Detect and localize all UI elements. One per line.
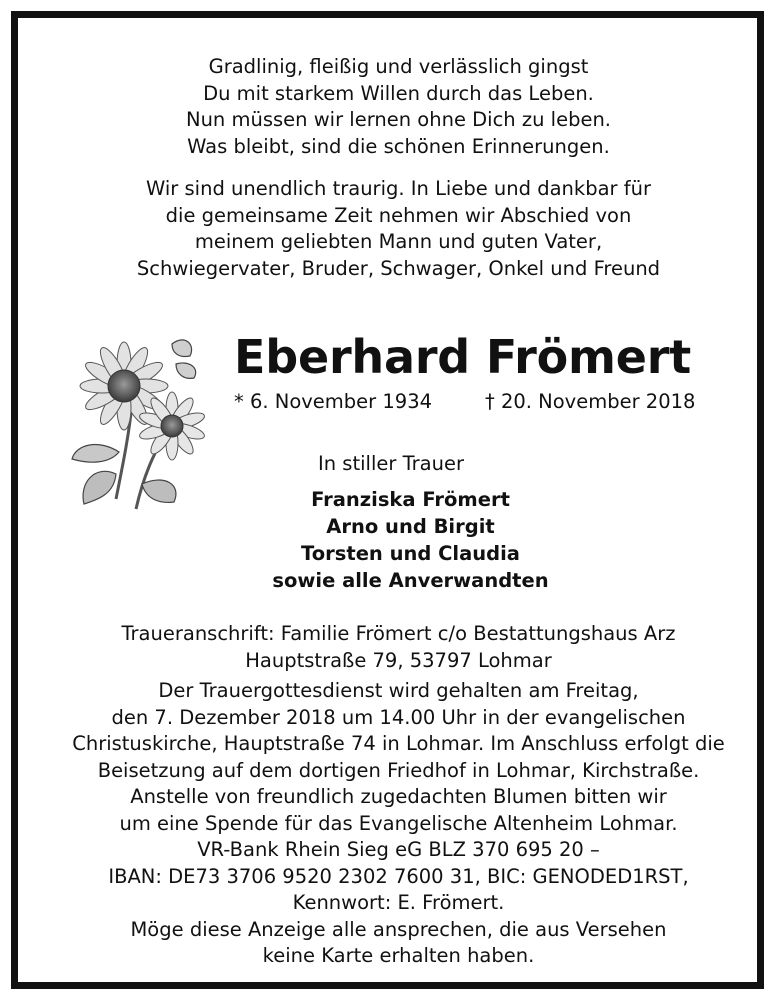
mourning-address [18,621,775,674]
service-line: den 7. Dezember 2018 um 14.00 Uhr in der evangelischen [111,705,686,729]
mourning-label: In stiller Trauer [318,452,464,475]
poem-line: Nun müssen wir lernen ohne Dich zu leben. [185,108,611,131]
poem-line: Du mit starkem Willen durch das Leben. [203,81,594,105]
poem [18,54,775,160]
service-line: Christuskirche, Hauptstraße 74 in Lohmar. Im Anschluss erfolgt die [72,732,725,755]
address-line: Traueranschrift: Familie Frömert c/o Bestattungshaus Arz [121,622,676,645]
service-line: Der Trauergottesdienst wird gehalten am Freitag, [158,679,639,702]
death-date: † 20. November 2018 [485,390,696,413]
poem-line: Was bleibt, sind die schönen Erinnerungen. [187,134,610,158]
intro-text [18,176,775,282]
service-line: um eine Spende für das Evangelische Altenheim Lohmar. [119,811,678,835]
obituary-card [11,11,764,989]
service-line: VR-Bank Rhein Sieg eG BLZ 370 695 20 – [197,838,600,861]
intro-line: die gemeinsame Zeit nehmen wir Abschied von [165,203,632,227]
family-member: Arno und Birgit [326,515,495,538]
deceased-name: Eberhard Frömert [234,330,692,384]
intro-line: meinem geliebten Mann und guten Vater, [194,230,603,253]
service-line: IBAN: DE73 3706 9520 2302 7600 31, BIC: GENODED1RST, [108,864,689,888]
family-member: Torsten und Claudia [301,542,520,565]
service-line: Möge diese Anzeige alle ansprechen, die aus Versehen [130,917,667,941]
address-line: Hauptstraße 79, 53797 Lohmar [245,648,552,672]
service-line: Anstelle von freundlich zugedachten Blumen bitten wir [130,785,667,808]
poem-line: Gradlinig, fleißig und verlässlich gingst [208,55,589,78]
family-member: sowie alle Anverwandten [272,569,549,592]
service-line: Beisetzung auf dem dortigen Friedhof in Lohmar, Kirchstraße. [97,758,700,782]
service-line: keine Karte erhalten haben. [262,944,535,967]
service-info [18,678,775,970]
family-list [30,486,775,594]
birth-date: * 6. November 1934 [234,390,433,413]
intro-line: Wir sind unendlich traurig. In Liebe und dankbar für [146,177,651,200]
family-member: Franziska Frömert [311,488,510,511]
service-line: Kennwort: E. Frömert. [292,891,505,914]
intro-line: Schwiegervater, Bruder, Schwager, Onkel und Freund [136,256,661,280]
